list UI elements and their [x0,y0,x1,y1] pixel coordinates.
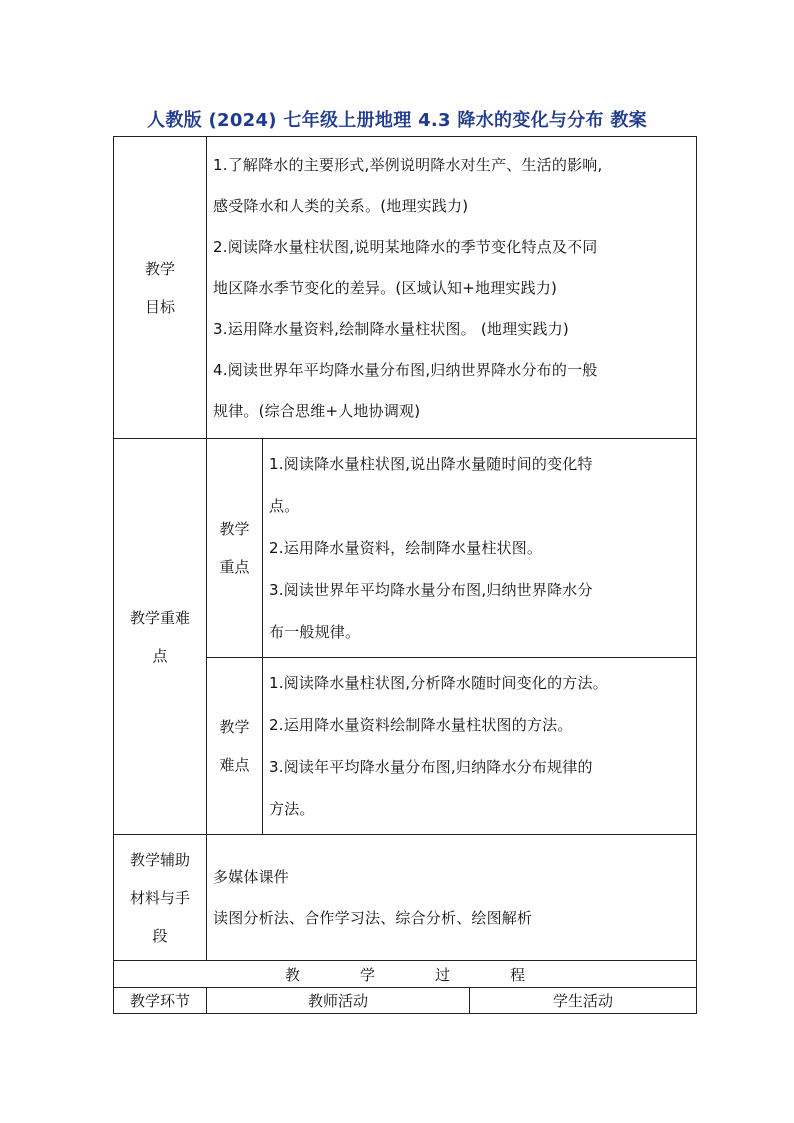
objectives-content [207,137,697,439]
process-col-teacher: 教师活动 [207,988,470,1014]
difficult-points-content [263,658,697,835]
difficult-points-label-line-2: 难点 [219,756,250,774]
objective-line: 规律。(综合思维+人地协调观) [213,402,421,420]
key-point-line: 2.运用降水量资料，绘制降水量柱状图。 [269,539,543,557]
document-title: 人教版 (2024) 七年级上册地理 4.3 降水的变化与分布 教案 [147,110,647,131]
objectives-label-line-1: 教学 [144,259,175,278]
objective-line: 1.了解降水的主要形式,举例说明降水对生产、生活的影响, [213,156,603,174]
key-points-label [207,439,263,658]
objective-line: 地区降水季节变化的差异。(区域认知+地理实践力) [213,279,558,297]
key-point-line: 点。 [269,497,300,515]
difficult-point-line: 方法。 [269,800,315,818]
teaching-aids-label-line-2: 材料与手 [129,888,190,907]
key-difficult-label-line-1: 教学重难 [129,608,190,627]
teaching-aids-row [114,835,697,961]
teaching-aids-label-line-1: 教学辅助 [129,850,190,869]
objective-line: 4.阅读世界年平均降水量分布图,归纳世界降水分布的一般 [213,361,598,379]
teaching-aids-label-line-3: 段 [152,926,168,945]
difficult-point-line: 3.阅读年平均降水量分布图,归纳降水分布规律的 [269,758,593,776]
key-points-content [263,439,697,658]
objective-line: 感受降水和人类的关系。(地理实践力) [213,197,469,215]
key-points-row [114,439,697,658]
process-col-student: 学生活动 [470,988,697,1014]
key-point-line: 布一般规律。 [269,623,361,641]
teaching-aids-line: 读图分析法、合作学习法、综合分析、绘图解析 [213,908,533,927]
difficult-points-label [207,658,263,835]
objectives-label-line-2: 目标 [144,297,175,316]
key-point-line: 3.阅读世界年平均降水量分布图,归纳世界降水分 [269,581,593,599]
objectives-row [114,137,697,439]
key-difficult-label [114,439,207,835]
key-difficult-label-line-2: 点 [152,646,168,665]
process-heading: 教学过程 [114,961,697,988]
process-col-stage: 教学环节 [114,988,207,1014]
objectives-label [114,137,207,439]
lesson-plan-table [113,136,697,1014]
difficult-point-line: 2.运用降水量资料绘制降水量柱状图的方法。 [269,716,573,734]
objective-line: 3.运用降水量资料,绘制降水量柱状图。 (地理实践力) [213,320,569,338]
key-points-label-line-1: 教学 [219,520,250,538]
process-columns-row [114,988,697,1014]
teaching-aids-line: 多媒体课件 [213,867,290,886]
difficult-points-label-line-1: 教学 [219,718,250,736]
key-point-line: 1.阅读降水量柱状图,说出降水量随时间的变化特 [269,455,593,473]
process-heading-row [114,961,697,988]
teaching-aids-label [114,835,207,961]
objective-line: 2.阅读降水量柱状图,说明某地降水的季节变化特点及不同 [213,238,598,256]
teaching-aids-content [207,835,697,961]
key-points-label-line-2: 重点 [219,558,250,576]
difficult-point-line: 1.阅读降水量柱状图,分析降水随时间变化的方法。 [269,674,608,692]
